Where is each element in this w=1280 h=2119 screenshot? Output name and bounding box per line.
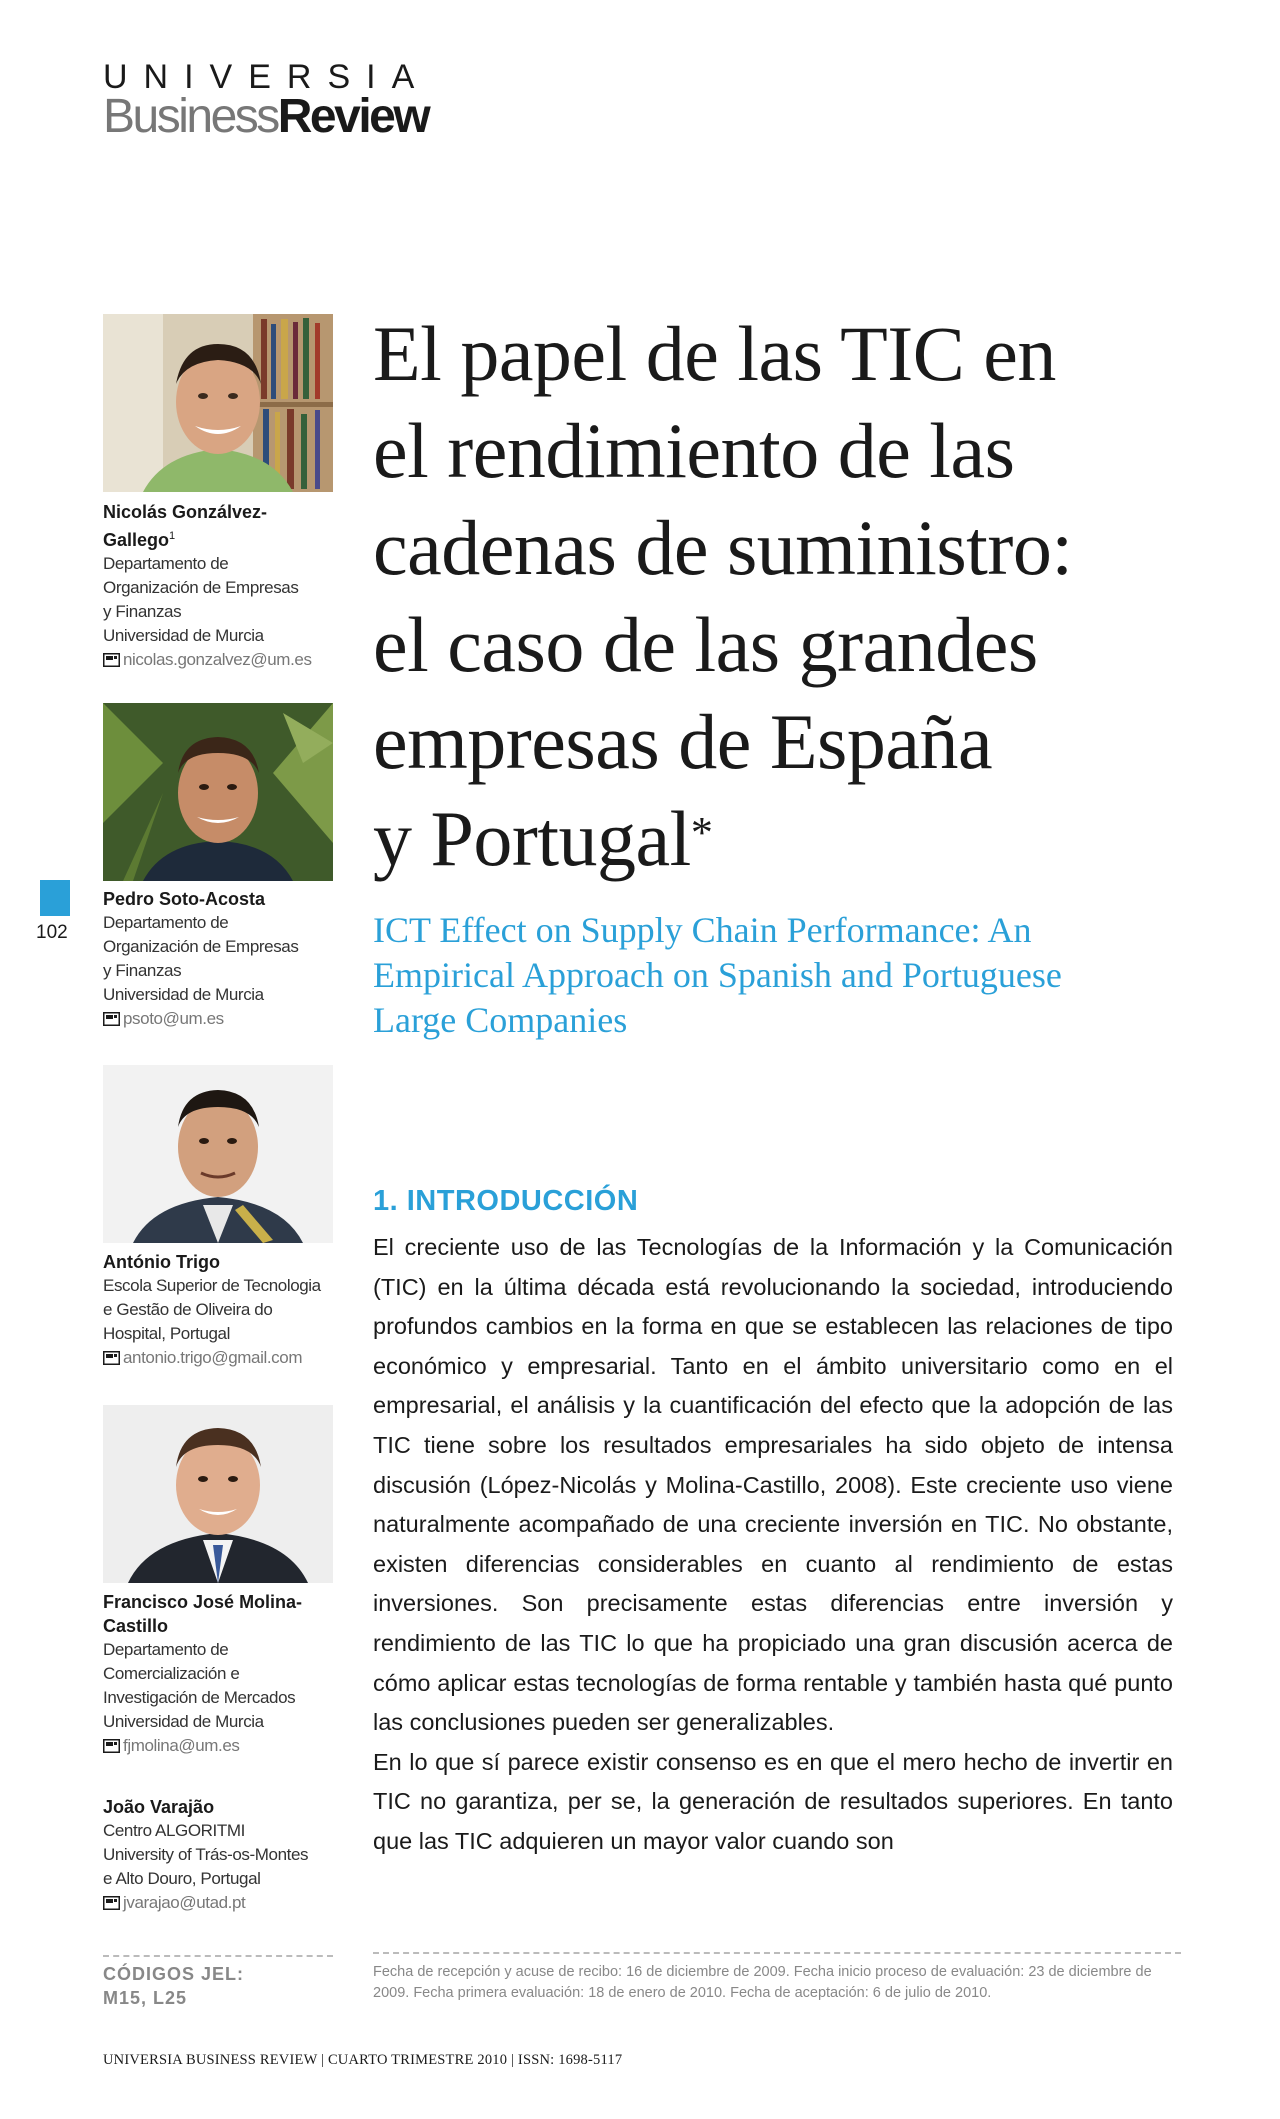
- author-affiliation: Departamento de: [103, 913, 229, 932]
- title-line: El papel de las TIC en: [373, 310, 1056, 397]
- author-block-4: [103, 1590, 353, 1758]
- author-name: Pedro Soto-Acosta: [103, 889, 266, 909]
- section-heading: 1. INTRODUCCIÓN: [373, 1185, 639, 1217]
- author-email-row[interactable]: [103, 1891, 353, 1915]
- author-affiliation: y Finanzas: [103, 602, 182, 621]
- article-title: [373, 305, 1253, 887]
- author-name: Nicolás Gonzálvez- Gallego$^1$: [103, 502, 268, 550]
- author-email-row[interactable]: [103, 648, 353, 672]
- mail-icon: [103, 1896, 120, 1910]
- author-name: João Varajão: [103, 1797, 215, 1817]
- journal-logo-universia: UNIVERSIA: [103, 58, 431, 96]
- author-email-row[interactable]: [103, 1346, 353, 1370]
- author-name: António Trigo: [103, 1252, 220, 1272]
- author-affiliation: Hospital, Portugal: [103, 1324, 230, 1343]
- author-affiliation: Universidad de Murcia: [103, 1712, 264, 1731]
- article-subtitle-english: [373, 908, 1253, 1043]
- author-affiliation: Escola Superior de Tecnologia: [103, 1276, 321, 1295]
- author-affiliation: Investigación de Mercados: [103, 1688, 296, 1707]
- author-affiliation: Universidad de Murcia: [103, 985, 264, 1004]
- body-paragraph: En lo que sí parece existir consenso es en que el mero hecho de invertir en TIC no garantiza, per se, la generación de resultados superiores. En tanto que las TIC adquieren un mayor valor cuando son: [373, 1748, 1173, 1854]
- page-footer: UNIVERSIA BUSINESS REVIEW | CUARTO TRIMESTRE 2010 | ISSN: 1698-5117: [103, 2052, 623, 2068]
- mail-icon: [103, 1739, 120, 1753]
- author-email[interactable]: nicolas.gonzalvez@um.es: [123, 650, 312, 669]
- body-paragraph: El creciente uso de las Tecnologías de la Información y la Comunicación (TIC) en la última década está revolucionando la sociedad, introduciendo profundos cambios en la forma en que se establecen las relaciones de tipo económico y empresarial. Tanto en el ámbito universitario como en el empresarial, el análisis y la cuantificación del efecto que la adopción de las TIC tiene sobre los resultados empresariales ha sido objeto de intensa discusión (López-Nicolás y Molina-Castillo, 2008). Este creciente uso viene naturalmente acompañado de una creciente inversión en TIC. No obstante, existen diferencias considerables en cuanto al rendimiento de estas inversiones. Son precisamente estas diferencias entre inversión y rendimiento de las TIC lo que ha propiciado una gran discusión acerca de cómo aplicar estas tecnologías de forma rentable y también hasta qué punto las conclusiones pueden ser generalizables.: [373, 1234, 1173, 1736]
- submission-dates: Fecha de recepción y acuse de recibo: 16 de diciembre de 2009. Fecha inicio proceso de evaluación: 23 de diciembre de 2009. Fecha primera evaluación: 18 de enero de 2010. Fecha de aceptación: 6 de julio de 2010.: [373, 1964, 1152, 2001]
- subtitle-line: Large Companies: [373, 1000, 628, 1040]
- title-line: el rendimiento de las: [373, 407, 1015, 494]
- logo-review-word: Review: [277, 90, 429, 143]
- article-body: [373, 1228, 1173, 1862]
- title-line: el caso de las grandes: [373, 601, 1038, 688]
- divider-left: [103, 1955, 333, 1957]
- author-email-row[interactable]: [103, 1734, 353, 1758]
- author-photo-3: [103, 1065, 333, 1243]
- author-email[interactable]: antonio.trigo@gmail.com: [123, 1348, 303, 1367]
- author-block-2: [103, 887, 353, 1031]
- jel-label: CÓDIGOS JEL:: [103, 1964, 245, 1984]
- jel-values: M15, L25: [103, 1988, 188, 2008]
- author-block-3: [103, 1250, 353, 1370]
- author-affiliation: e Alto Douro, Portugal: [103, 1869, 261, 1888]
- logo-business-word: Business: [103, 90, 278, 143]
- author-email[interactable]: jvarajao@utad.pt: [123, 1893, 246, 1912]
- author-email[interactable]: fjmolina@um.es: [123, 1736, 240, 1755]
- mail-icon: [103, 1351, 120, 1365]
- author-affiliation: e Gestão de Oliveira do: [103, 1300, 273, 1319]
- author-affiliation: Departamento de: [103, 554, 229, 573]
- author-affiliation: y Finanzas: [103, 961, 182, 980]
- author-affiliation: Organización de Empresas: [103, 578, 299, 597]
- title-line: empresas de España: [373, 698, 993, 785]
- page-number: 102: [36, 922, 68, 943]
- jel-codes: [103, 1962, 244, 2010]
- journal-logo-business-review: [103, 90, 429, 143]
- author-affiliation: Centro ALGORITMI: [103, 1821, 245, 1840]
- author-affiliation: Organización de Empresas: [103, 937, 299, 956]
- mail-icon: [103, 653, 120, 667]
- author-affiliation: Universidad de Murcia: [103, 626, 264, 645]
- title-footnote-mark: *: [690, 808, 713, 857]
- author-photo-2: [103, 703, 333, 881]
- subtitle-line: ICT Effect on Supply Chain Performance: An: [373, 910, 1032, 950]
- author-affiliation: University of Trás-os-Montes: [103, 1845, 309, 1864]
- author-email-row[interactable]: [103, 1007, 353, 1031]
- author-affiliation: Comercialización e: [103, 1664, 240, 1683]
- divider-right: [373, 1952, 1181, 1954]
- mail-icon: [103, 1012, 120, 1026]
- author-photo-4: [103, 1405, 333, 1583]
- author-block-1: [103, 500, 353, 672]
- author-name: Francisco José Molina- Castillo: [103, 1592, 303, 1636]
- author-photo-1: [103, 314, 333, 492]
- author-block-5: [103, 1795, 353, 1915]
- title-line: cadenas de suministro:: [373, 504, 1073, 591]
- author-email[interactable]: psoto@um.es: [123, 1009, 224, 1028]
- page-marker-tab: [40, 880, 70, 916]
- author-affiliation: Departamento de: [103, 1640, 229, 1659]
- subtitle-line: Empirical Approach on Spanish and Portuguese: [373, 955, 1062, 995]
- title-line: y Portugal*: [373, 795, 713, 882]
